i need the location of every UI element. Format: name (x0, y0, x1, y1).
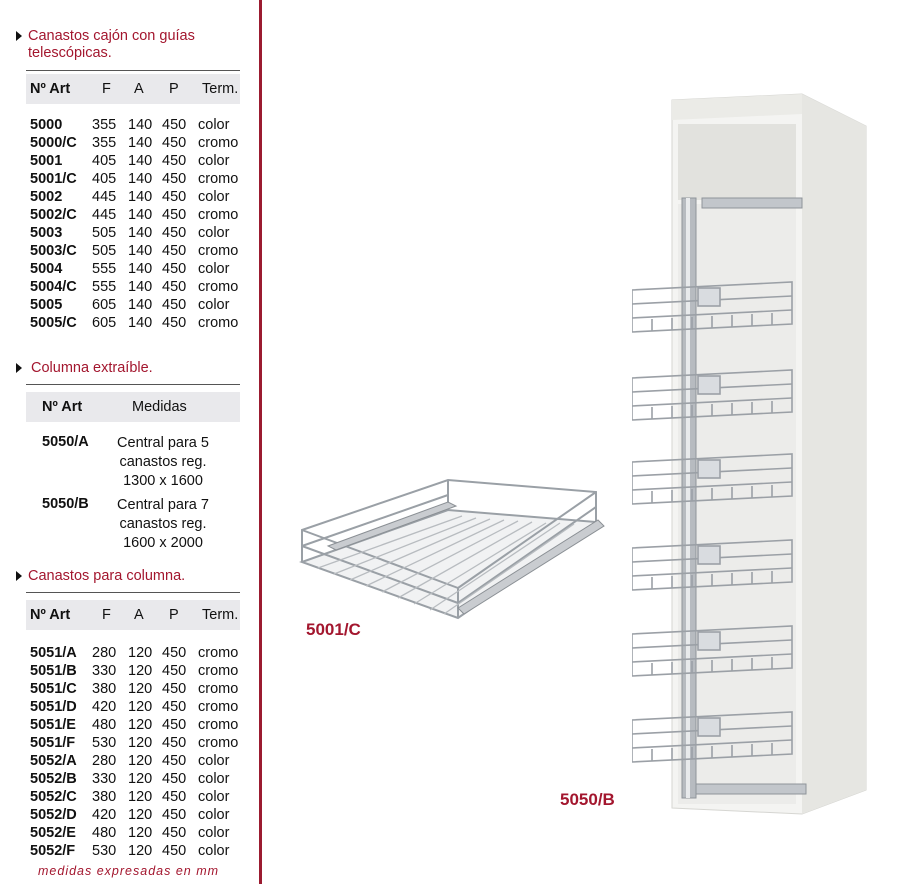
table-row (0, 735, 260, 753)
cell-p: 450 (162, 153, 187, 169)
desc-line: canastos reg. (119, 516, 207, 532)
cell-a: 120 (128, 825, 153, 841)
header-p: P (169, 607, 179, 623)
catalog-panel (0, 0, 260, 884)
cell-art: 5051/F (30, 735, 76, 751)
cell-f: 280 (92, 753, 117, 769)
section-title-telescopic (28, 28, 195, 62)
cell-art: 5004/C (30, 279, 77, 295)
cell-art: 5003 (30, 225, 63, 241)
cell-art: 5004 (30, 261, 63, 277)
bullet-arrow-icon (16, 571, 22, 581)
table-header (26, 74, 240, 104)
cell-p: 450 (162, 771, 187, 787)
cell-term: color (198, 261, 230, 277)
cell-art: 5051/E (30, 717, 76, 733)
cell-f: 555 (92, 279, 117, 295)
cell-art: 5002/C (30, 207, 77, 223)
cell-f: 505 (92, 243, 117, 259)
table-row (0, 807, 260, 825)
column-art: 5050/A (42, 434, 89, 450)
cell-art: 5001/C (30, 171, 77, 187)
column-desc (108, 434, 218, 491)
section-title-column (28, 360, 153, 377)
column-desc (108, 496, 218, 553)
cell-a: 140 (128, 243, 153, 259)
cell-term: cromo (198, 735, 239, 751)
cell-a: 120 (128, 681, 153, 697)
table-row (0, 645, 260, 663)
cell-f: 330 (92, 663, 117, 679)
cell-p: 450 (162, 117, 187, 133)
cell-a: 120 (128, 771, 153, 787)
cell-art: 5002 (30, 189, 63, 205)
section-title-column-baskets (28, 568, 185, 585)
header-art: Nº Art (42, 399, 83, 415)
cell-a: 140 (128, 297, 153, 313)
desc-line: 1600 x 2000 (123, 535, 203, 551)
cell-term: color (198, 189, 230, 205)
header-term: Term. (202, 607, 239, 623)
bullet-arrow-icon (16, 31, 22, 41)
table-header (26, 392, 240, 422)
cell-art: 5000 (30, 117, 63, 133)
table-row (0, 315, 260, 333)
drawer-basket-image (298, 470, 628, 630)
cell-p: 450 (162, 807, 187, 823)
cell-art: 5052/A (30, 753, 77, 769)
cell-f: 355 (92, 135, 117, 151)
section-title-text: Columna extraíble. (31, 360, 153, 376)
cell-a: 140 (128, 315, 153, 331)
table-row (0, 135, 260, 153)
cell-f: 420 (92, 807, 117, 823)
desc-line: Central para 5 (117, 435, 209, 451)
cell-a: 120 (128, 717, 153, 733)
cell-f: 405 (92, 153, 117, 169)
desc-line: 1300 x 1600 (123, 473, 203, 489)
cell-term: color (198, 807, 230, 823)
cell-a: 140 (128, 207, 153, 223)
desc-line: Central para 7 (117, 497, 209, 513)
table-row (0, 681, 260, 699)
cell-p: 450 (162, 789, 187, 805)
cell-f: 530 (92, 843, 117, 859)
cell-f: 445 (92, 189, 117, 205)
cell-a: 140 (128, 135, 153, 151)
cell-p: 450 (162, 843, 187, 859)
cell-a: 140 (128, 153, 153, 169)
section-rule (26, 384, 240, 385)
cell-art: 5051/A (30, 645, 77, 661)
header-medidas: Medidas (132, 399, 187, 415)
cell-art: 5052/F (30, 843, 76, 859)
cell-art: 5003/C (30, 243, 77, 259)
cell-p: 450 (162, 261, 187, 277)
table-row (0, 663, 260, 681)
table-row (0, 171, 260, 189)
cell-a: 120 (128, 699, 153, 715)
cell-a: 140 (128, 279, 153, 295)
table-row (0, 279, 260, 297)
cell-p: 450 (162, 243, 187, 259)
cell-art: 5000/C (30, 135, 77, 151)
header-a: A (134, 607, 144, 623)
cell-a: 120 (128, 807, 153, 823)
header-a: A (134, 81, 144, 97)
table-row (0, 261, 260, 279)
cell-a: 120 (128, 645, 153, 661)
cell-a: 120 (128, 789, 153, 805)
cell-a: 120 (128, 735, 153, 751)
cell-term: color (198, 789, 230, 805)
column-cabinet-image (632, 90, 900, 820)
cell-term: color (198, 225, 230, 241)
cell-term: cromo (198, 645, 239, 661)
table-header (26, 600, 240, 630)
cell-p: 450 (162, 699, 187, 715)
cell-p: 450 (162, 297, 187, 313)
table-row (0, 771, 260, 789)
cell-p: 450 (162, 663, 187, 679)
cell-p: 450 (162, 279, 187, 295)
table-row (0, 117, 260, 135)
header-art: Nº Art (30, 81, 71, 97)
cell-p: 450 (162, 753, 187, 769)
cell-term: cromo (198, 135, 239, 151)
cell-p: 450 (162, 717, 187, 733)
cell-term: cromo (198, 243, 239, 259)
cell-f: 530 (92, 735, 117, 751)
cell-a: 120 (128, 843, 153, 859)
table-row (0, 297, 260, 315)
section-rule (26, 592, 240, 593)
cell-term: color (198, 771, 230, 787)
table-row (0, 153, 260, 171)
cell-term: cromo (198, 171, 239, 187)
cell-p: 450 (162, 645, 187, 661)
cell-f: 605 (92, 315, 117, 331)
cell-art: 5052/B (30, 771, 77, 787)
cell-term: cromo (198, 699, 239, 715)
cell-term: color (198, 297, 230, 313)
cell-art: 5051/D (30, 699, 77, 715)
cell-term: cromo (198, 207, 239, 223)
cell-f: 280 (92, 645, 117, 661)
cell-term: color (198, 153, 230, 169)
footnote: medidas expresadas en mm (38, 864, 220, 878)
cell-f: 420 (92, 699, 117, 715)
cell-term: cromo (198, 717, 239, 733)
cell-art: 5052/E (30, 825, 76, 841)
cell-p: 450 (162, 171, 187, 187)
cell-f: 355 (92, 117, 117, 133)
cell-art: 5001 (30, 153, 63, 169)
cell-art: 5051/C (30, 681, 77, 697)
cell-term: cromo (198, 279, 239, 295)
section-title-text: Canastos para columna. (28, 568, 186, 584)
cell-f: 380 (92, 789, 117, 805)
cell-term: color (198, 825, 230, 841)
cell-a: 140 (128, 261, 153, 277)
table-row (0, 243, 260, 261)
cell-term: color (198, 117, 230, 133)
cell-term: cromo (198, 681, 239, 697)
cell-a: 140 (128, 171, 153, 187)
header-art: Nº Art (30, 607, 71, 623)
cell-p: 450 (162, 189, 187, 205)
header-f: F (102, 607, 111, 623)
cell-f: 605 (92, 297, 117, 313)
cell-f: 480 (92, 825, 117, 841)
section-title-line2: telescópicas. (28, 45, 112, 61)
cell-a: 120 (128, 663, 153, 679)
section-rule (26, 70, 240, 71)
header-term: Term. (202, 81, 239, 97)
cell-p: 450 (162, 681, 187, 697)
table-row (0, 789, 260, 807)
table-row (0, 717, 260, 735)
product-images (262, 0, 900, 884)
header-p: P (169, 81, 179, 97)
cell-f: 445 (92, 207, 117, 223)
cell-p: 450 (162, 315, 187, 331)
cell-f: 330 (92, 771, 117, 787)
desc-line: canastos reg. (119, 454, 207, 470)
cell-a: 140 (128, 225, 153, 241)
section-title-line1: Canastos cajón con guías (28, 28, 195, 44)
table-row (0, 825, 260, 843)
cell-f: 480 (92, 717, 117, 733)
table-row (0, 189, 260, 207)
cell-p: 450 (162, 735, 187, 751)
bullet-arrow-icon (16, 363, 22, 373)
table-row (0, 843, 260, 861)
table-row (0, 225, 260, 243)
cell-art: 5051/B (30, 663, 77, 679)
cell-art: 5005 (30, 297, 63, 313)
product-label-column: 5050/B (560, 790, 615, 809)
cell-f: 505 (92, 225, 117, 241)
cell-term: cromo (198, 663, 239, 679)
cell-term: color (198, 753, 230, 769)
cell-art: 5005/C (30, 315, 77, 331)
cell-term: cromo (198, 315, 239, 331)
table-row (0, 753, 260, 771)
cell-a: 140 (128, 189, 153, 205)
product-label-drawer: 5001/C (306, 620, 361, 639)
cell-term: color (198, 843, 230, 859)
cell-a: 120 (128, 753, 153, 769)
cell-art: 5052/C (30, 789, 77, 805)
header-f: F (102, 81, 111, 97)
cell-p: 450 (162, 135, 187, 151)
cell-f: 380 (92, 681, 117, 697)
cell-art: 5052/D (30, 807, 77, 823)
column-art: 5050/B (42, 496, 89, 512)
cell-f: 405 (92, 171, 117, 187)
table-row (0, 207, 260, 225)
cell-p: 450 (162, 225, 187, 241)
cell-p: 450 (162, 207, 187, 223)
cell-f: 555 (92, 261, 117, 277)
cell-p: 450 (162, 825, 187, 841)
cell-a: 140 (128, 117, 153, 133)
table-row (0, 699, 260, 717)
